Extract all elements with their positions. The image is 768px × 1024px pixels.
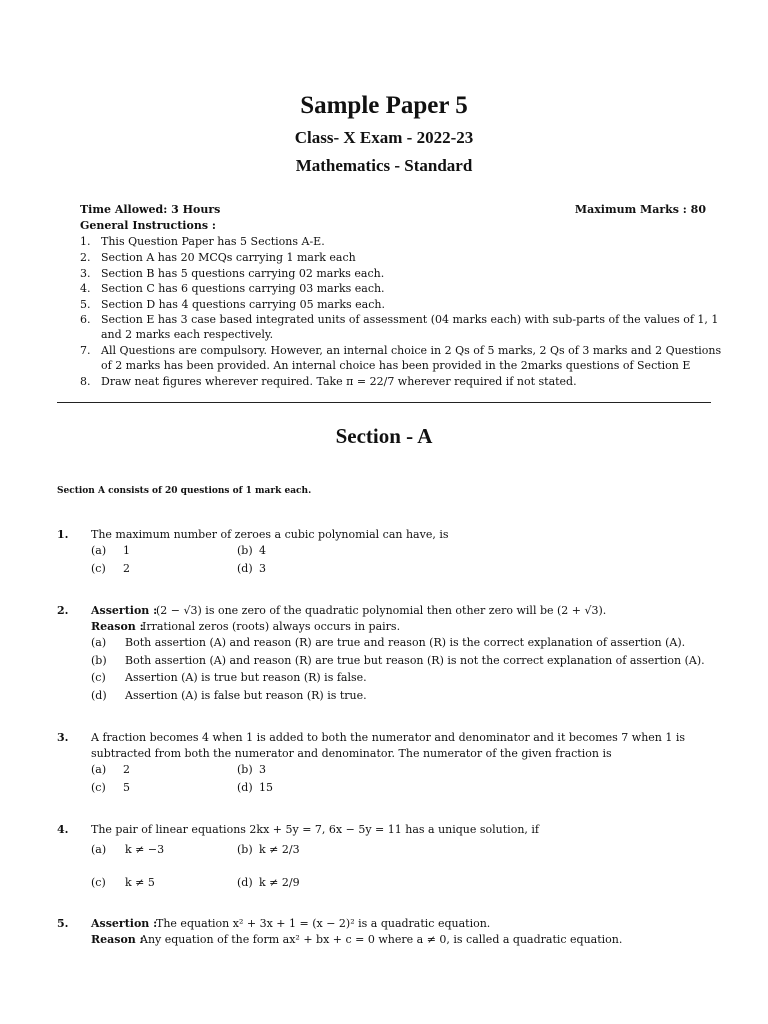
reason-label: Reason : <box>91 620 144 633</box>
time-allowed: Time Allowed: 3 Hours <box>80 203 221 216</box>
question-text: The pair of linear equations 2kx + 5y = 7, 6x − 5y = 11 has a unique solution, if <box>91 823 539 836</box>
option-text: Assertion (A) is false but reason (R) is true. <box>125 689 367 702</box>
option-label: (b) <box>91 654 107 667</box>
instruction-number: 8. <box>80 375 91 388</box>
assertion-label: Assertion : <box>91 604 158 617</box>
option-label: (d) <box>237 876 253 889</box>
instruction-text: and 2 marks each respectively. <box>101 328 274 341</box>
instruction-text: Section A has 20 MCQs carrying 1 mark each <box>101 251 356 264</box>
option-label: (b) <box>237 843 253 856</box>
option-label: (c) <box>91 781 106 794</box>
instruction-text: Section E has 3 case based integrated units of assessment (04 marks each) with sub-parts of the values of 1, 1 <box>101 313 719 326</box>
reason-text: Any equation of the form ax² + bx + c = 0 where a ≠ 0, is called a quadratic equation. <box>140 933 623 946</box>
reason-text: Irrational zeros (roots) always occurs in pairs. <box>142 620 401 633</box>
reason-label: Reason : <box>91 933 144 946</box>
paper-title: Sample Paper 5 <box>300 92 468 119</box>
option-label: (b) <box>237 544 253 557</box>
option-text: k ≠ 2/3 <box>259 843 300 856</box>
instruction-number: 4. <box>80 282 91 295</box>
option-text: 5 <box>123 781 130 794</box>
question-number: 2. <box>57 604 69 617</box>
option-text: 4 <box>259 544 266 557</box>
option-label: (b) <box>237 763 253 776</box>
maximum-marks: Maximum Marks : 80 <box>574 203 706 216</box>
option-text: Both assertion (A) and reason (R) are true and reason (R) is the correct explanation of assertion (A). <box>125 636 686 649</box>
subject-line: Mathematics - Standard <box>295 156 473 175</box>
option-text: k ≠ 2/9 <box>259 876 300 889</box>
question-number: 3. <box>57 731 69 744</box>
question-text: The maximum number of zeroes a cubic polynomial can have, is <box>91 528 449 541</box>
instruction-number: 5. <box>80 298 91 311</box>
instruction-number: 7. <box>80 344 91 357</box>
option-label: (d) <box>91 689 107 702</box>
instruction-number: 1. <box>80 235 91 248</box>
option-label: (a) <box>91 843 107 856</box>
option-text: 1 <box>123 544 130 557</box>
option-label: (c) <box>91 876 106 889</box>
section-note: Section A consists of 20 questions of 1 mark each. <box>57 486 312 496</box>
section-title: Section - A <box>335 424 433 448</box>
option-text: 2 <box>123 763 130 776</box>
option-label: (a) <box>91 636 107 649</box>
option-label: (c) <box>91 562 106 575</box>
question-text: A fraction becomes 4 when 1 is added to both the numerator and denominator and it becomes 7 when 1 is <box>91 731 686 744</box>
option-text: k ≠ −3 <box>125 843 165 856</box>
option-text: k ≠ 5 <box>125 876 155 889</box>
option-label: (a) <box>91 763 107 776</box>
option-text: 2 <box>123 562 130 575</box>
option-text: Both assertion (A) and reason (R) are true but reason (R) is not the correct explanation of assertion (A). <box>125 654 705 667</box>
question-text: subtracted from both the numerator and denominator. The numerator of the given fraction is <box>91 747 612 760</box>
option-label: (d) <box>237 562 253 575</box>
option-label: (a) <box>91 544 107 557</box>
question-number: 4. <box>57 823 69 836</box>
instruction-number: 6. <box>80 313 91 326</box>
assertion-text: (2 − √3) is one zero of the quadratic polynomial then other zero will be (2 + √3). <box>156 604 607 617</box>
instruction-text: Section D has 4 questions carrying 05 marks each. <box>101 298 385 311</box>
option-text: 3 <box>259 763 266 776</box>
instruction-text: Section C has 6 questions carrying 03 marks each. <box>101 282 385 295</box>
option-label: (d) <box>237 781 253 794</box>
question-number: 1. <box>57 528 69 541</box>
instruction-text: Section B has 5 questions carrying 02 marks each. <box>101 267 385 280</box>
option-label: (c) <box>91 671 106 684</box>
instruction-text: of 2 marks has been provided. An internal choice has been provided in the 2marks questions of Section E <box>101 359 691 372</box>
instruction-number: 3. <box>80 267 91 280</box>
option-text: Assertion (A) is true but reason (R) is false. <box>125 671 367 684</box>
assertion-label: Assertion : <box>91 917 158 930</box>
general-instructions-heading: General Instructions : <box>80 219 216 232</box>
class-exam-line: Class- X Exam - 2022-23 <box>294 128 474 147</box>
instruction-text: This Question Paper has 5 Sections A-E. <box>101 235 325 248</box>
assertion-text: The equation x² + 3x + 1 = (x − 2)² is a quadratic equation. <box>156 917 491 930</box>
instruction-text: All Questions are compulsory. However, an internal choice in 2 Qs of 5 marks, 2 Qs of 3 marks and 2 Questions <box>101 344 722 357</box>
option-text: 3 <box>259 562 266 575</box>
divider-rule <box>57 402 711 403</box>
instruction-text: Draw neat figures wherever required. Take π = 22/7 wherever required if not stated. <box>101 375 577 388</box>
question-number: 5. <box>57 917 69 930</box>
instruction-number: 2. <box>80 251 91 264</box>
option-text: 15 <box>259 781 273 794</box>
